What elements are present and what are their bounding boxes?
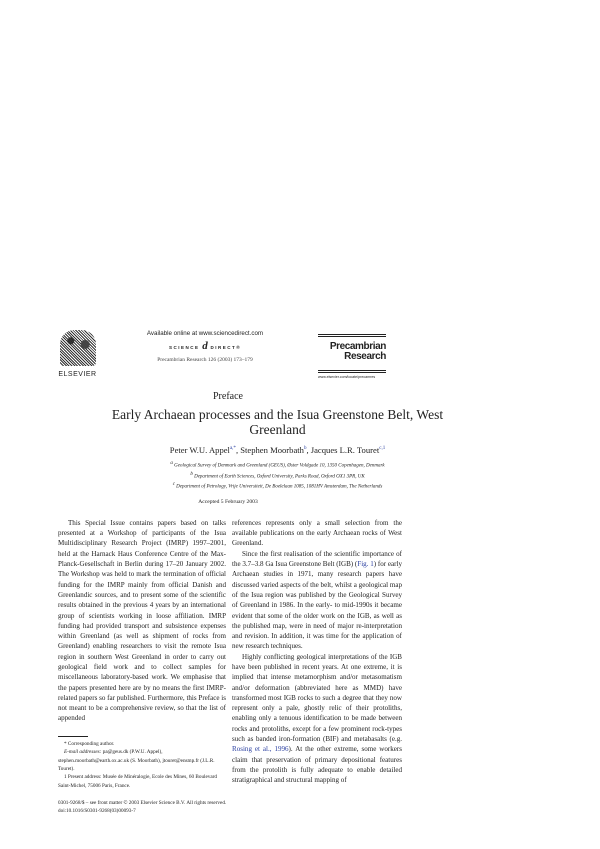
footnote-present-address: 1 Present address: Musée de Minéralogie, Ecole des Mines, 60 Boulevard Saint-Michel, 75006 Paris, France. [58, 774, 217, 789]
article-title: Early Archaean processes and the Isua Greenstone Belt, West Greenland [111, 407, 444, 437]
author-sup[interactable]: c,1 [379, 446, 386, 451]
paragraph: This Special Issue contains papers based on talks presented at a Workshop of participants of the Isua Multidisciplinary Research Project (IMRP) 1997–2001, held at the Harnack Haus Conference Centre of the Max-Planck-Gesellschaft in Berlin during 17–20 January 2002. The Workshop was held to mark the termination of official funding for the IMRP mainly from official Danish and Greenlandic sources, and to present some of the scientific results obtained in the previous 4 years by an international group of scientists working in loose affiliation. IMRP funding had provided transport and subsistence expenses within Greenland (as well as shipment of rocks from Greenland) enabling researchers to visit the remote Isua region in southern West Greenland in order to carry out geological field work and to collect samples for miscellaneous laboratory-based work. We emphasise that the papers presented here are by no means the first IMRP-related papers so far published. Furthermore, this Preface is not meant to be a comprehensive review, so that the list of appended [58, 518, 226, 723]
figure-link[interactable]: Fig. 1 [357, 560, 374, 569]
sciencedirect-logo: SCIENCE d DIRECT® [168, 340, 242, 352]
reference-link[interactable]: Rosing et al., 1996 [232, 745, 289, 754]
affiliations [60, 460, 495, 492]
author-sup[interactable]: b [303, 446, 307, 451]
sciencedirect-block [140, 330, 270, 363]
footnotes [58, 740, 226, 790]
paragraph: references represents only a small selection from the available publications on the early Archaean rocks of West Greenland. [232, 518, 402, 548]
copyright: 0301-9268/$ – see front matter © 2003 Elsevier Science B.V. All rights reserved. [58, 800, 227, 807]
affiliation: $^c$ Department of Petrology, Vrije Universiteit, De Boelelaan 1085, 1081HV Amsterdam, The Netherlands [172, 482, 383, 490]
doi[interactable]: doi:10.1016/S0301-9268(03)00093-7 [58, 807, 136, 814]
footnote-emails: E-mail addresses: pa@geus.dk (P.W.U. Appel), stephen.moorbath@earth.ox.ac.uk (S. Moorbath), jtouret@ensmp.fr (J.L.R. Touret). [58, 749, 215, 772]
available-online[interactable]: Available online at www.sciencedirect.com [146, 330, 264, 337]
body-columns [58, 518, 402, 790]
body-column-right [232, 518, 402, 786]
article-flow [0, 391, 600, 815]
body-column-left [58, 518, 226, 790]
footnote-corresponding: * Corresponding author. [64, 740, 115, 747]
section-label: Preface [213, 391, 243, 402]
page-footer [58, 800, 358, 815]
footnote-divider [58, 736, 88, 737]
accepted-date: Accepted 5 February 2003 [198, 498, 258, 505]
paragraph: Highly conflicting geological interpretations of the IGB have been published in recent years. At one extreme, it is implied that intense metamorphism and/or metasomatism and/or deformation (abbreviated here as MMD) have transformed most IGB rocks to such a degree that they now represent only a pale, ghostly relic of their protoliths, enabling only a tenuous identification to be made between rocks and protoliths, except for a few prominent rock-types such as banded iron-formation (BIF) and metabasalts (e.g. Rosing et al., 1996). At the other extreme, some workers claim that preservation of primary depositional features from the protolith is fully adequate to enable detailed stratigraphical and structural mapping of [232, 652, 402, 785]
paragraph: Since the first realisation of the scientific importance of the 3.7–3.8 Ga Isua Greenstone Belt (IGB) (Fig. 1) for early Archaean studies in 1971, many research papers have discussed varied aspects of the belt, whilst a geological map of the Isua region was published by the Geological Survey of Greenland in 1986. In the early- to mid-1990s it became evident that some of the older work on the IGB, as well as the published map, were in need of major re-interpretation and revision. In addition, it was time for the application of new research techniques. [232, 549, 402, 651]
author-sup[interactable]: a,* [229, 446, 236, 451]
author: Peter W.U. Appel [169, 444, 230, 455]
elsevier-tree-icon [60, 330, 96, 366]
journal-logo: Precambrian Research www.elsevier.com/locate/precamres [318, 334, 386, 379]
affiliation: $^b$ Department of Earth Sciences, Oxford University, Parks Road, Oxford OX1 3PR, UK [190, 471, 365, 480]
author: Stephen Moorbath [240, 444, 304, 455]
elsevier-logo [55, 330, 100, 385]
journal-url[interactable]: www.elsevier.com/locate/precamres [318, 375, 376, 379]
author: Jacques L.R. Touret [310, 444, 380, 455]
affiliation: $^a$ Geological Survey of Denmark and Greenland (GEUS), Øster Voldgade 10, 1350 Copenhagen, Denmark [170, 460, 385, 469]
journal-citation: Precambrian Research 126 (2003) 173–179 [157, 357, 253, 363]
author-list: Peter W.U. Appel$^{a,*}$, Stephen Moorbath$^b$, Jacques L.R. Touret$^{c,1}$ [169, 444, 386, 455]
publisher-name: ELSEVIER [58, 371, 97, 378]
